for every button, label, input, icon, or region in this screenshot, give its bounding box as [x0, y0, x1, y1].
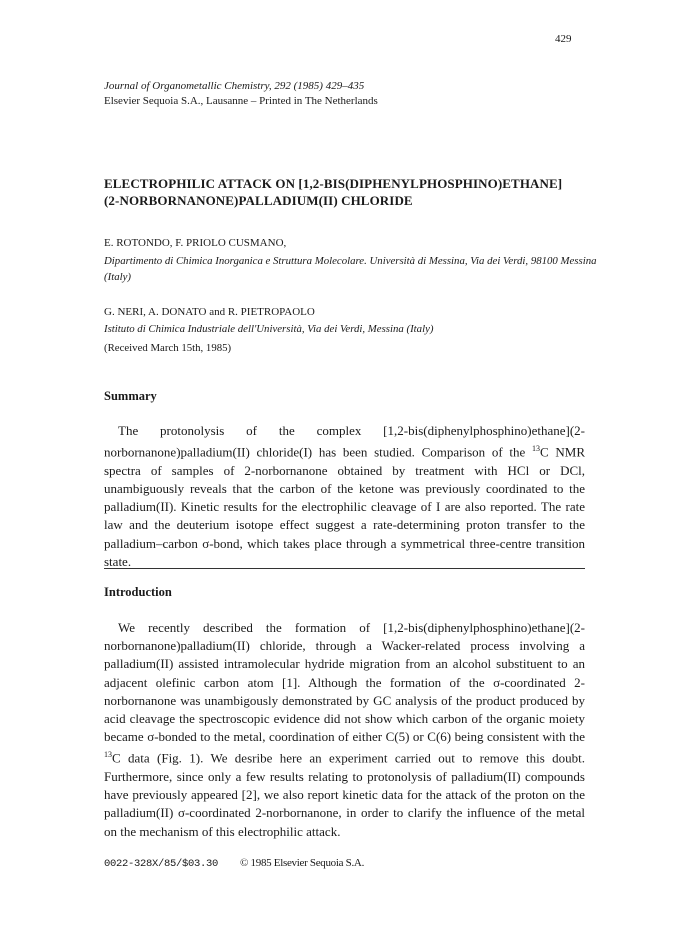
affiliation-1: Dipartimento di Chimica Inorganica e Struttura Molecolare. Università di Messina, Via dei Verdi, 98100 Messina (Italy)	[104, 255, 597, 283]
intro-superscript: 13	[104, 750, 112, 760]
publisher-line: Elsevier Sequoia S.A., Lausanne – Printed in The Netherlands	[104, 95, 378, 107]
summary-superscript: 13	[532, 444, 540, 454]
intro-text-part-1: We recently described the formation of [1,2-bis(diphenylphosphino)ethane](2-norbornanone)palladium(II) chloride, through a Wacker-related process involving a palladium(II) assisted intramolecular hydride migration from an alcohol substituent to an adjacent olefinic carbon atom [1]. Although the formation of the σ-coordinated 2-norbornanone was unambigously demonstrated by GC analysis of the product produced by acid cleavage the spectroscopic evidence did not show which carbon of the organic moiety became σ-bonded to the metal, coordination of either C(5) or C(6) being consistent with the	[104, 620, 585, 745]
journal-header	[104, 79, 378, 109]
authors-group-2: G. NERI, A. DONATO and R. PIETROPAOLO	[104, 306, 315, 318]
summary-paragraph	[104, 422, 585, 571]
page-footer	[104, 857, 364, 870]
intro-text-part-2: C data (Fig. 1). We desribe here an experiment carried out to remove this doubt. Furthermore, since only a few results relating to protonolysis of palladium(II) compounds have previously appeared [2], we also report kinetic data for the attack of the proton on the palladium(II) σ-coordinated 2-norbornanone, in order to clarify the influence of the metal on the mechanism of this electrophilic attack.	[104, 750, 585, 839]
copyright-notice: © 1985 Elsevier Sequoia S.A.	[240, 857, 365, 869]
page-number: 429	[555, 33, 572, 45]
summary-heading: Summary	[104, 389, 157, 403]
journal-citation: Journal of Organometallic Chemistry, 292 (1985) 429–435	[104, 80, 365, 92]
received-date: (Received March 15th, 1985)	[104, 342, 232, 354]
price-code: 0022-328X/85/$03.30	[104, 858, 219, 870]
title-line-1: ELECTROPHILIC ATTACK ON [1,2-BIS(DIPHENYLPHOSPHINO)ETHANE]	[104, 176, 563, 191]
affiliation-2: Istituto di Chimica Industriale dell'Università, Via dei Verdi, Messina (Italy)	[104, 323, 434, 335]
article-title	[104, 175, 604, 209]
introduction-paragraph	[104, 619, 585, 841]
title-line-2: (2-NORBORNANONE)PALLADIUM(II) CHLORIDE	[104, 193, 413, 208]
authors-group-1: E. ROTONDO, F. PRIOLO CUSMANO,	[104, 237, 287, 249]
summary-text-part-2: C NMR spectra of samples of 2-norbornanone obtained by treatment with HCl or DCl, unambiguously reveals that the carbon of the ketone was previously coordinated to the palladium(II). Kinetic results for the electrophilic cleavage of I are also reported. The rate law and the deuterium isotope effect suggest a rate-determining proton transfer to the palladium–carbon σ-bond, which takes place through a symmetrical three-centre transition state.	[104, 444, 585, 569]
section-divider	[104, 568, 585, 569]
summary-text-part-1: The protonolysis of the complex [1,2-bis(diphenylphosphino)ethane](2-norbornanone)palladium(II) chloride(I) has been studied. Comparison of the	[104, 423, 585, 460]
introduction-heading: Introduction	[104, 585, 172, 599]
